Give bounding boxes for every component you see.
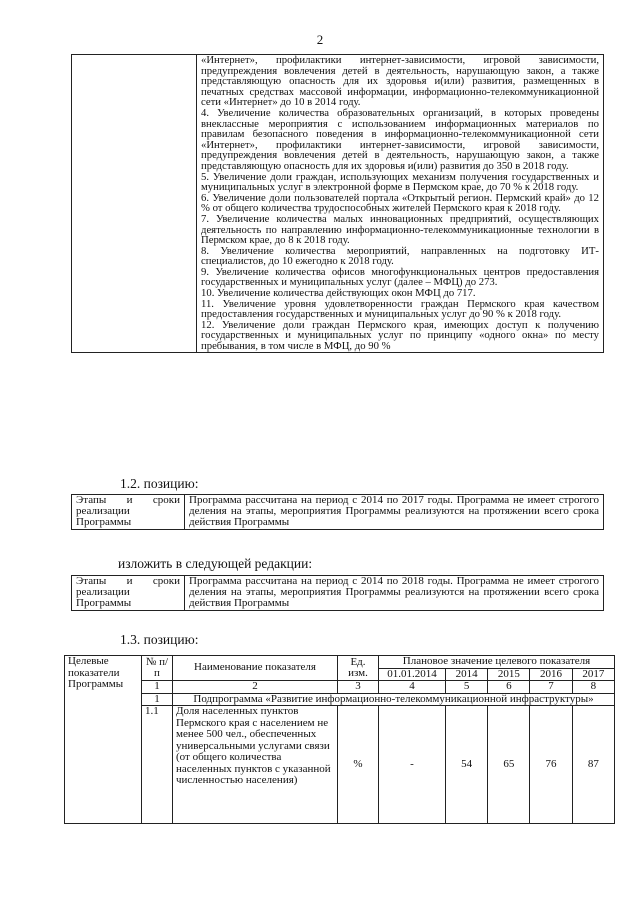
col-number: 3 xyxy=(338,681,379,694)
section-1-3-heading: 1.3. позицию: xyxy=(120,632,199,647)
row-value: 54 xyxy=(446,706,488,824)
col-number: 2 xyxy=(173,681,338,694)
goal-item: 5. Увеличение доли граждан, использующих механизм получения государственных и муниципальных услуг в электронной форме в Пермском крае, до 70 % к 2018 году. xyxy=(201,170,599,194)
row-value: - xyxy=(379,706,446,824)
row-value: 87 xyxy=(572,706,614,824)
indicators-label: Целевые показатели Программы xyxy=(65,656,142,824)
goals-label-cell xyxy=(72,55,197,353)
goal-item: «Интернет», профилактики интернет-зависимости, игровой зависимости, предупреждения вовлечения детей в деятельность, нарушающую закон, а также представляющую опасность для их здоровья и(или) развития, размещенных в печатных средствах массовой информации, информационно-телекоммуникационной сети «Интернет» до 10 в 2014 году. xyxy=(201,54,599,109)
year-header: 2015 xyxy=(488,668,530,681)
restate-heading: изложить в следующей редакции: xyxy=(118,556,313,571)
stages-label: Этапы и сроки реализации Программы xyxy=(72,576,185,611)
col-number: 6 xyxy=(488,681,530,694)
year-header: 2016 xyxy=(530,668,572,681)
header-name: Наименование показателя xyxy=(173,656,338,681)
goal-item: 11. Увеличение уровня удовлетворенности граждан Пермского края качеством предоставления государственных и муниципальных услуг до 90 % к 2018 году. xyxy=(201,297,599,321)
page-number: 2 xyxy=(316,32,324,47)
header-unit: Ед. изм. xyxy=(338,656,379,681)
row-unit: % xyxy=(338,706,379,824)
goal-item: 8. Увеличение количества мероприятий, направленных на подготовку ИТ-специалистов, до 10 ежегодно к 2018 году. xyxy=(201,244,599,268)
goal-item: 10. Увеличение количества действующих окон МФЦ до 717. xyxy=(201,287,476,300)
goal-item: 7. Увеличение количества малых инновационных предприятий, осуществляющих деятельность по направлению информационно-телекоммуникационные технологии в Пермском крае, до 8 к 2018 году. xyxy=(201,212,599,247)
year-header: 2014 xyxy=(446,668,488,681)
goals-text-cell xyxy=(197,55,604,353)
goals-table-continuation xyxy=(71,54,604,353)
col-number: 7 xyxy=(530,681,572,694)
indicators-table xyxy=(64,655,615,824)
year-header: 2017 xyxy=(572,668,614,681)
stages-text: Программа рассчитана на период с 2014 по 2017 годы. Программа не имеет строгого деления на этапы, мероприятия Программы реализуются на протяжении всего срока действия Программы xyxy=(185,495,604,530)
year-header: 01.01.2014 xyxy=(379,668,446,681)
col-number: 1 xyxy=(142,681,173,694)
old-stages-table xyxy=(71,494,604,530)
goal-item: 12. Увеличение доли граждан Пермского края, имеющих доступ к получению государственных и муниципальных услуг по принципу «одного окна» по месту пребывания, в том числе в МФЦ, до 90 % xyxy=(201,318,599,353)
header-plan: Плановое значение целевого показателя xyxy=(379,656,615,669)
col-number: 8 xyxy=(572,681,614,694)
row-num: 1.1 xyxy=(142,706,173,824)
col-number: 4 xyxy=(379,681,446,694)
goal-item: 4. Увеличение количества образовательных организаций, в которых проведены внеклассные мероприятия с использованием информационных материалов по правилам безопасного поведения в информационно-телекоммуникационной сети «Интернет», профилактики интернет-зависимости, игровой зависимости, предупреждения вовлечения детей в деятельность, нарушающую закон, а также представляющую опасность для их здоровья и(или) развития до 350 в 2018 году. xyxy=(201,106,599,172)
stages-label: Этапы и сроки реализации Программы xyxy=(72,495,185,530)
row-value: 76 xyxy=(530,706,572,824)
row-value: 65 xyxy=(488,706,530,824)
new-stages-table xyxy=(71,575,604,611)
header-num: № п/п xyxy=(142,656,173,681)
goal-item: 9. Увеличение количества офисов многофункциональных центров предоставления государственных и муниципальных услуг (далее – МФЦ) до 273. xyxy=(201,265,599,289)
goal-item: 6. Увеличение доли пользователей портала «Открытый регион. Пермский край» до 12 % от общего количества трудоспособных жителей Пермского края к 2018 году. xyxy=(201,191,599,215)
row-name: Доля населенных пунктов Пермского края с населением не менее 500 чел., обеспеченных универсальными услугами связи (от общего количества населенных пунктов с указанной численностью населения) xyxy=(173,706,338,824)
section-1-2-heading: 1.2. позицию: xyxy=(120,476,199,491)
subprogram-num: 1 xyxy=(142,693,173,706)
stages-text: Программа рассчитана на период с 2014 по 2018 годы. Программа не имеет строгого деления на этапы, мероприятия Программы реализуются на протяжении всего срока действия Программы xyxy=(185,576,604,611)
col-number: 5 xyxy=(446,681,488,694)
subprogram-title: Подпрограмма «Развитие информационно-телекоммуникационной инфраструктуры» xyxy=(173,693,615,706)
